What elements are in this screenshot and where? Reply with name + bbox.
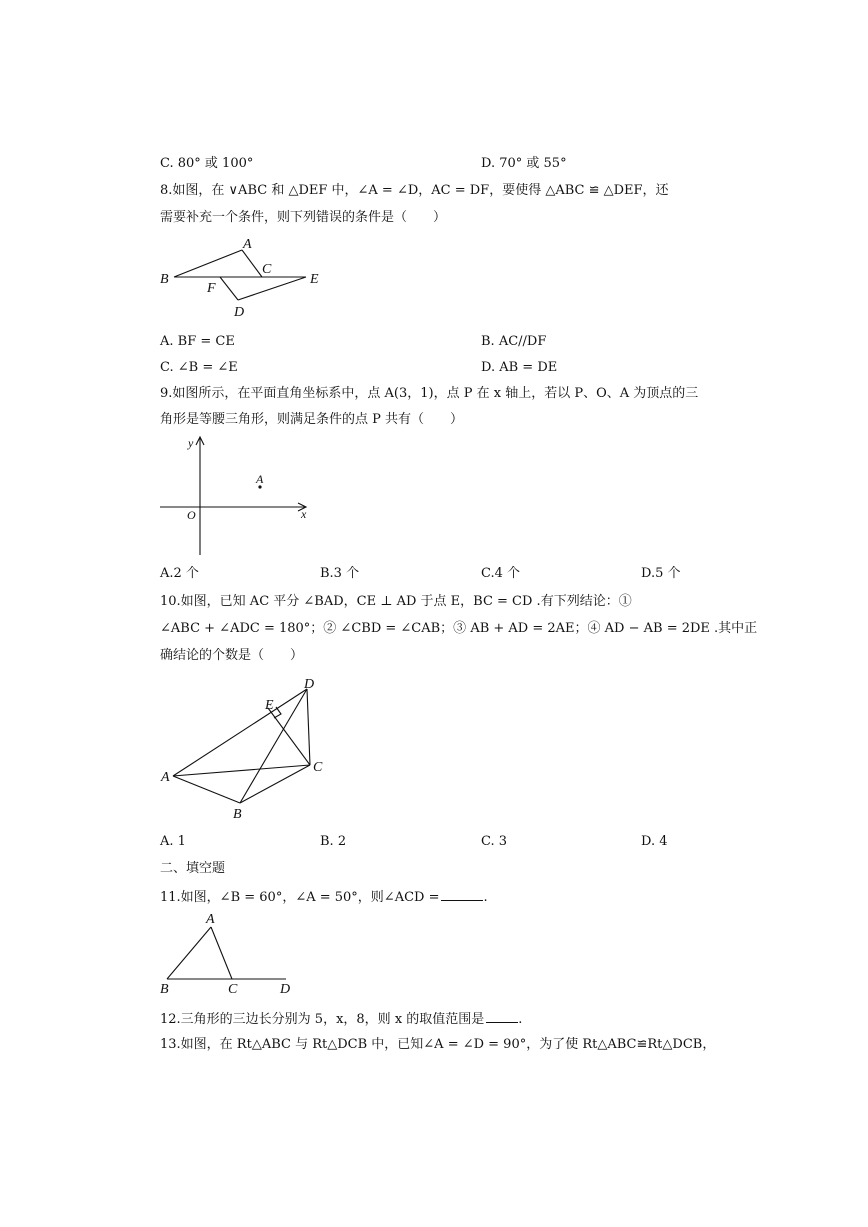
q8-label-a: A (243, 237, 252, 252)
q9-label-a: A (256, 472, 264, 486)
q12-stem-end: . (518, 1012, 523, 1027)
q8-segment-de (238, 277, 306, 300)
q11-label-d: D (280, 982, 291, 997)
q13-stem: 13.如图，在 Rt△ABC 与 Rt△DCB 中，已知∠A = ∠D = 90°，为了使 Rt△ABC≌Rt△DCB， (160, 1037, 716, 1052)
q10-option-c: C. 3 (481, 834, 508, 849)
q10-option-b: B. 2 (320, 834, 347, 849)
q8-stem-line1: 8.如图，在 ∨ABC 和 △DEF 中，∠A = ∠D，AC = DF，要使得 △ABC ≌ △DEF，还 (160, 183, 669, 198)
section-title: 二、填空题 (160, 861, 226, 876)
q11-stem (160, 888, 488, 906)
q7-option-c: C. 80° 或 100° (160, 156, 254, 171)
q10-label-c: C (313, 760, 323, 775)
q10-stem-line3: 确结论的个数是（ ） (160, 648, 304, 663)
q9-label-o: O (187, 508, 196, 522)
q10-segment-bc (240, 765, 310, 803)
q9-option-a: A.2 个 (160, 566, 199, 581)
q9-label-x: x (301, 507, 307, 521)
q8-label-f: F (207, 281, 216, 296)
q12-answer-blank[interactable] (486, 1010, 518, 1023)
q10-segment-ab (173, 776, 240, 803)
q8-option-b: B. AC//DF (481, 334, 547, 349)
q8-label-e: E (310, 272, 319, 287)
q9-option-b: B.3 个 (320, 566, 360, 581)
q8-label-c: C (262, 262, 272, 277)
q11-label-a: A (206, 912, 215, 927)
q10-right-angle-mark (274, 707, 281, 718)
q11-segment-ba (167, 927, 211, 979)
q11-stem-end: . (483, 890, 488, 905)
q11-label-c: C (228, 982, 238, 997)
q8-option-d: D. AB = DE (481, 360, 558, 375)
q10-segment-dc (307, 689, 310, 765)
q10-stem-line1: 10.如图，已知 AC 平分 ∠BAD，CE ⊥ AD 于点 E，BC = CD .有下列结论：① (160, 594, 632, 609)
q10-label-d: D (304, 677, 315, 692)
q9-option-d: D.5 个 (641, 566, 681, 581)
q10-option-a: A. 1 (160, 834, 186, 849)
q10-label-e: E (265, 698, 274, 713)
q8-label-b: B (160, 272, 169, 287)
q10-option-d: D. 4 (641, 834, 668, 849)
q11-answer-blank[interactable] (441, 888, 483, 901)
q10-segment-ac (173, 765, 310, 776)
q11-segment-ac (211, 927, 232, 979)
q12-stem-text: 12.三角形的三边长分别为 5，x，8，则 x 的取值范围是 (160, 1012, 485, 1027)
q8-segment-fd (220, 277, 238, 300)
q11-label-b: B (160, 982, 169, 997)
q8-label-d: D (234, 305, 245, 320)
q8-stem-line2: 需要补充一个条件，则下列错误的条件是（ ） (160, 210, 447, 225)
q8-option-a: A. BF = CE (160, 334, 235, 349)
q10-label-a: A (161, 770, 170, 785)
q9-stem-line2: 角形是等腰三角形，则满足条件的点 P 共有（ ） (160, 412, 464, 427)
q10-segment-ad (173, 689, 307, 776)
q12-stem (160, 1010, 522, 1028)
q7-option-d: D. 70° 或 55° (481, 156, 567, 171)
q10-label-b: B (233, 807, 242, 822)
q9-label-y: y (188, 436, 194, 450)
q8-segment-ba (174, 250, 242, 277)
q9-stem-line1: 9.如图所示，在平面直角坐标系中，点 A(3，1)，点 P 在 x 轴上，若以 P、O、A 为顶点的三 (160, 386, 699, 401)
q9-option-c: C.4 个 (481, 566, 521, 581)
q8-segment-ac (242, 250, 262, 277)
q8-option-c: C. ∠B = ∠E (160, 360, 238, 375)
q10-stem-line2: ∠ABC + ∠ADC = 180°；② ∠CBD = ∠CAB；③ AB + AD = 2AE；④ AD − AB = 2DE .其中正 (160, 621, 758, 636)
q11-stem-text: 11.如图，∠B = 60°，∠A = 50°，则∠ACD = (160, 890, 440, 905)
q10-segment-ec (268, 708, 310, 765)
